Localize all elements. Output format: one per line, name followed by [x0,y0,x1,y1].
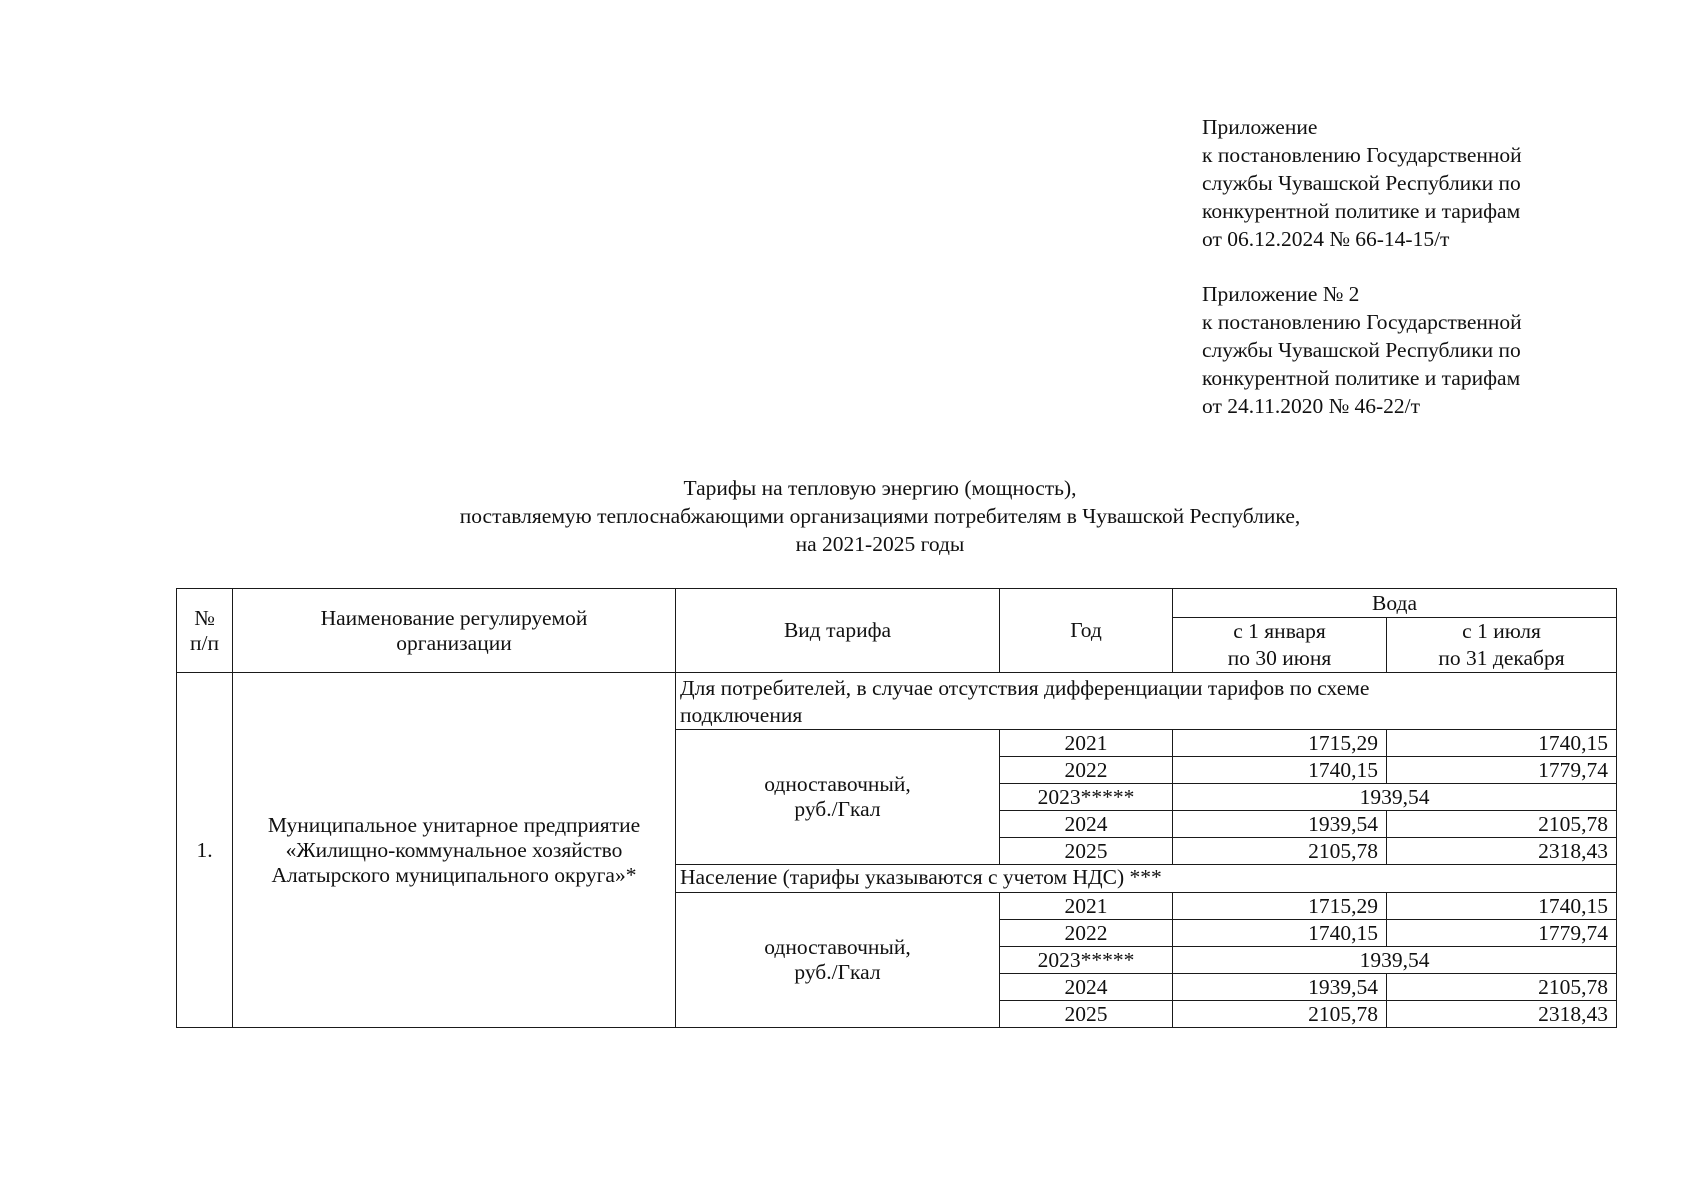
tariff-h2-cell: 2318,43 [1387,838,1617,865]
header-organization [233,589,676,673]
year-cell: 2022 [1000,920,1173,947]
year-cell: 2023***** [1000,947,1173,974]
header-period-2 [1387,618,1617,673]
section-label-line1: Для потребителей, в случае отсутствия дифференциации тарифов по схеме [680,676,1370,700]
document-title [300,474,1460,558]
tariff-h1-cell: 1939,54 [1173,811,1387,838]
header-period-2-line2: по 31 декабря [1438,646,1565,670]
organization-name [233,673,676,1028]
tariff-merged-cell: 1939,54 [1173,784,1617,811]
section-label [676,673,1617,730]
appendix-1-line: к постановлению Государственной [1202,143,1522,167]
tariff-h1-cell: 1939,54 [1173,974,1387,1001]
appendix-2-line: конкурентной политике и тарифам [1202,366,1521,390]
tariff-h1-cell: 1715,29 [1173,893,1387,920]
year-cell: 2021 [1000,730,1173,757]
header-water: Вода [1173,589,1617,618]
tariff-merged-cell: 1939,54 [1173,947,1617,974]
section-label [676,865,1617,893]
year-cell: 2025 [1000,838,1173,865]
tariff-type-line2: руб./Гкал [794,960,881,984]
tariff-h2-cell: 2318,43 [1387,1001,1617,1028]
appendix-2-line: к постановлению Государственной [1202,310,1522,334]
tariff-type-line1: одноставочный, [764,772,911,796]
tariff-h2-cell: 2105,78 [1387,974,1617,1001]
appendix-2-header [1202,280,1622,420]
tariff-h1-cell: 2105,78 [1173,1001,1387,1028]
appendix-2-line: Приложение № 2 [1202,282,1360,306]
appendix-1-line: Приложение [1202,115,1318,139]
appendix-1-line: службы Чувашской Республики по [1202,171,1521,195]
row-number: 1. [177,673,233,1028]
tariff-type-cell [676,893,1000,1028]
tariff-h2-cell: 1740,15 [1387,893,1617,920]
tariff-h2-cell: 2105,78 [1387,811,1617,838]
tariff-h2-cell: 1779,74 [1387,920,1617,947]
header-period-1-line1: с 1 января [1233,619,1326,643]
organization-name-line1: Муниципальное унитарное предприятие [267,812,641,837]
appendix-2-line: от 24.11.2020 № 46-22/т [1202,394,1420,418]
year-cell: 2024 [1000,974,1173,1001]
header-organization-line2: организации [396,630,512,655]
header-number [177,589,233,673]
tariff-type-cell [676,730,1000,865]
table-header-row [177,589,1617,618]
header-year: Год [1000,589,1173,673]
tariff-type-line2: руб./Гкал [794,797,881,821]
header-period-1 [1173,618,1387,673]
year-cell: 2022 [1000,757,1173,784]
year-cell: 2025 [1000,1001,1173,1028]
appendix-2-line: службы Чувашской Республики по [1202,338,1521,362]
tariff-h1-cell: 2105,78 [1173,838,1387,865]
header-number-line2: п/п [190,630,219,655]
section-label-line1: Население (тарифы указываются с учетом НДС) *** [680,865,1162,889]
header-tariff-type: Вид тарифа [676,589,1000,673]
organization-name-line2: «Жилищно-коммунальное хозяйство [285,837,623,862]
section-label-line2: подключения [680,703,803,727]
tariff-h1-cell: 1740,15 [1173,757,1387,784]
title-line: поставляемую теплоснабжающими организациями потребителям в Чувашской Республике, [459,504,1301,528]
header-organization-line1: Наименование регулируемой [320,605,588,630]
section-row [177,673,1617,730]
year-cell: 2024 [1000,811,1173,838]
title-line: на 2021-2025 годы [795,532,965,556]
header-period-2-line1: с 1 июля [1462,619,1541,643]
header-period-1-line2: по 30 июня [1227,646,1332,670]
tariff-type-line1: одноставочный, [764,935,911,959]
tariff-h1-cell: 1740,15 [1173,920,1387,947]
appendix-1-line: от 06.12.2024 № 66-14-15/т [1202,227,1450,251]
organization-name-line3: Алатырского муниципального округа»* [271,862,637,887]
tariff-h2-cell: 1740,15 [1387,730,1617,757]
title-line: Тарифы на тепловую энергию (мощность), [683,476,1077,500]
tariff-h1-cell: 1715,29 [1173,730,1387,757]
appendix-1-line: конкурентной политике и тарифам [1202,199,1521,223]
tariff-table [176,588,1617,1028]
tariff-h2-cell: 1779,74 [1387,757,1617,784]
year-cell: 2023***** [1000,784,1173,811]
header-number-line1: № [194,605,215,630]
appendix-1-header [1202,113,1622,253]
year-cell: 2021 [1000,893,1173,920]
